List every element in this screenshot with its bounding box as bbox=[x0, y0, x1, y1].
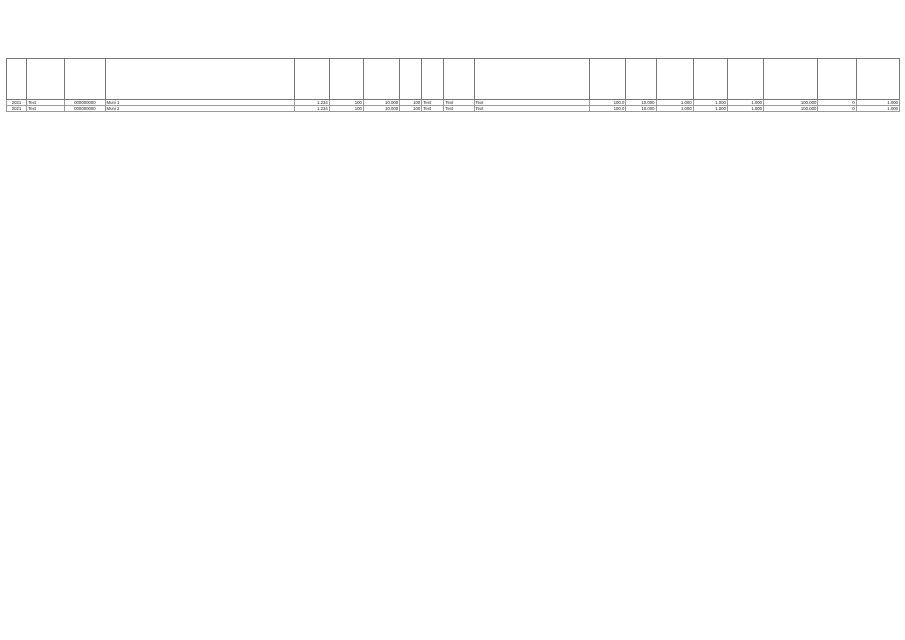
column-header[interactable] bbox=[65, 59, 105, 100]
table-cell[interactable]: 100.0 bbox=[590, 100, 626, 106]
column-header[interactable] bbox=[590, 59, 626, 100]
column-header[interactable] bbox=[856, 59, 899, 100]
table-cell[interactable]: 100.0 bbox=[590, 106, 626, 112]
table-cell[interactable]: Text bbox=[27, 106, 65, 112]
table-cell[interactable]: 0 bbox=[818, 106, 856, 112]
column-header[interactable] bbox=[105, 59, 294, 100]
table-cell[interactable]: Text bbox=[474, 106, 590, 112]
column-header[interactable] bbox=[329, 59, 363, 100]
table-cell[interactable]: 10.000 bbox=[626, 100, 656, 106]
column-header[interactable] bbox=[444, 59, 474, 100]
column-header[interactable] bbox=[626, 59, 656, 100]
header-row bbox=[7, 59, 900, 100]
table-cell[interactable]: 1.000 bbox=[656, 106, 693, 112]
column-header[interactable] bbox=[422, 59, 444, 100]
column-header[interactable] bbox=[764, 59, 818, 100]
table-cell[interactable]: 1.000 bbox=[856, 100, 899, 106]
table-cell[interactable]: 100.000 bbox=[764, 100, 818, 106]
table-cell[interactable]: 0 bbox=[818, 100, 856, 106]
table-cell[interactable]: 10.000 bbox=[363, 106, 399, 112]
table-cell[interactable]: Text bbox=[444, 100, 474, 106]
table-cell[interactable]: Text bbox=[474, 100, 590, 106]
table-cell[interactable]: 1.000 bbox=[856, 106, 899, 112]
table-cell[interactable]: 1.000 bbox=[693, 100, 727, 106]
table-cell[interactable]: 1.000 bbox=[656, 100, 693, 106]
table-cell[interactable]: 10.000 bbox=[626, 106, 656, 112]
column-header[interactable] bbox=[818, 59, 856, 100]
table-cell[interactable]: 100 bbox=[329, 106, 363, 112]
column-header[interactable] bbox=[656, 59, 693, 100]
table-cell[interactable]: 100 bbox=[400, 106, 422, 112]
table-cell[interactable]: Muni 2 bbox=[105, 106, 294, 112]
table-body bbox=[7, 100, 900, 112]
table-cell[interactable]: Muni 1 bbox=[105, 100, 294, 106]
table-cell[interactable]: 100 bbox=[400, 100, 422, 106]
table-cell[interactable]: 2021 bbox=[7, 106, 27, 112]
table-cell[interactable]: 100 bbox=[329, 100, 363, 106]
column-header[interactable] bbox=[27, 59, 65, 100]
column-header[interactable] bbox=[727, 59, 763, 100]
table-cell[interactable]: 000000000 bbox=[65, 106, 105, 112]
table-cell[interactable]: 10.000 bbox=[363, 100, 399, 106]
table-cell[interactable]: Text bbox=[422, 100, 444, 106]
table-cell[interactable]: 1.000 bbox=[727, 100, 763, 106]
table-cell[interactable]: Text bbox=[27, 100, 65, 106]
column-header[interactable] bbox=[363, 59, 399, 100]
table-cell[interactable]: Text bbox=[444, 106, 474, 112]
column-header[interactable] bbox=[294, 59, 329, 100]
table-cell[interactable]: 1.000 bbox=[693, 106, 727, 112]
table-cell[interactable]: 000000000 bbox=[65, 100, 105, 106]
column-header[interactable] bbox=[400, 59, 422, 100]
table-cell[interactable]: 1.000 bbox=[727, 106, 763, 112]
column-header[interactable] bbox=[474, 59, 590, 100]
data-table bbox=[6, 58, 900, 112]
column-header[interactable] bbox=[693, 59, 727, 100]
table-cell[interactable]: 1.234 bbox=[294, 106, 329, 112]
table-row[interactable] bbox=[7, 106, 900, 112]
column-header[interactable] bbox=[7, 59, 27, 100]
table-cell[interactable]: 2021 bbox=[7, 100, 27, 106]
table-cell[interactable]: 1.234 bbox=[294, 100, 329, 106]
table-cell[interactable]: Text bbox=[422, 106, 444, 112]
table-cell[interactable]: 100.000 bbox=[764, 106, 818, 112]
